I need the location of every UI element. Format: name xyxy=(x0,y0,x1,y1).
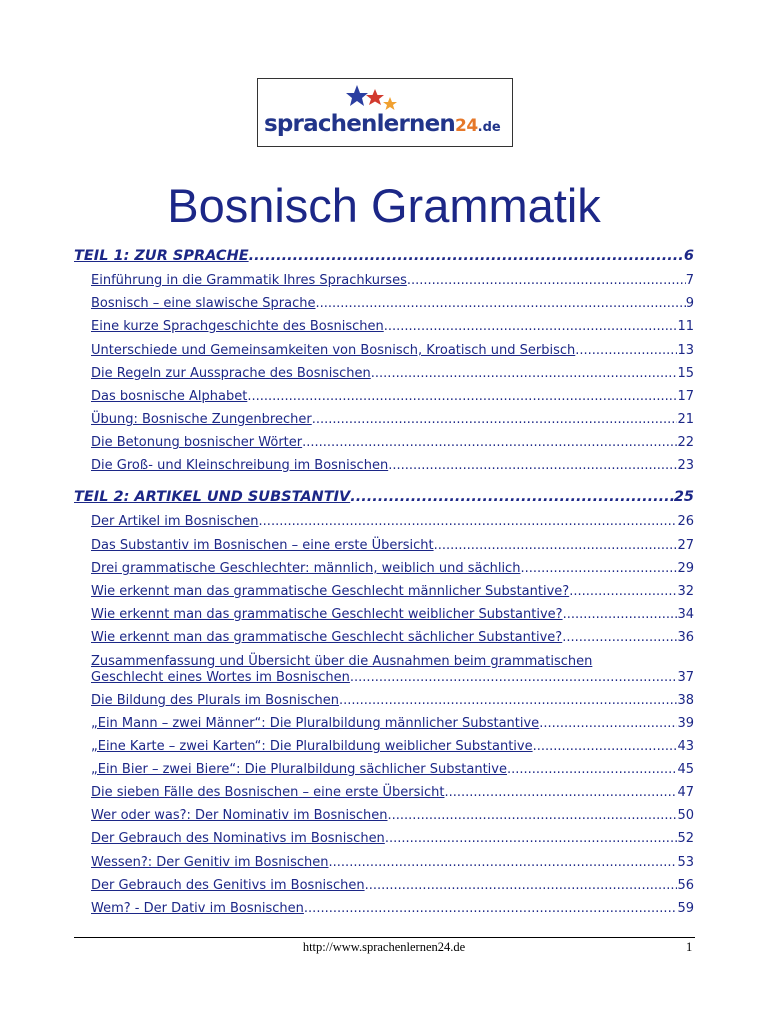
toc-entry-title: „Ein Mann – zwei Männer“: Die Pluralbildung männlicher Substantive xyxy=(91,716,540,731)
toc-leader-dots xyxy=(259,514,678,529)
toc-entry-title: Der Artikel im Bosnischen xyxy=(91,514,259,529)
toc-entry-page: 52 xyxy=(677,831,694,846)
toc-leader-dots xyxy=(350,489,674,505)
toc-entry-title: Wessen?: Der Genitiv im Bosnischen xyxy=(91,855,329,870)
toc-entry-title: Wie erkennt man das grammatische Geschlecht sächlicher Substantive? xyxy=(91,630,563,645)
toc-entry[interactable]: Zusammenfassung und Übersicht über die Ausnahmen beim grammatischen Geschlecht eines Wortes im Bosnischen ..... 37 xyxy=(91,654,694,686)
toc-part-2[interactable] xyxy=(74,489,694,505)
toc-entry-page: 9 xyxy=(685,296,694,311)
toc-entry-page: 47 xyxy=(677,785,694,800)
toc-entry[interactable] xyxy=(91,584,694,599)
toc-entry-page: 22 xyxy=(677,435,694,450)
toc-entry-title: Die Betonung bosnischer Wörter xyxy=(91,435,303,450)
toc-entry[interactable] xyxy=(91,785,694,800)
toc-entry-title: Wer oder was?: Der Nominativ im Bosnischen xyxy=(91,808,388,823)
toc-entry[interactable] xyxy=(91,693,694,708)
toc-entry-page: 23 xyxy=(677,458,694,473)
toc-entry-title: Die Groß- und Kleinschreibung im Bosnischen xyxy=(91,458,389,473)
toc-entry-page: 39 xyxy=(677,716,694,731)
toc-entry[interactable] xyxy=(91,389,694,404)
toc-entry-title: Das Substantiv im Bosnischen – eine erste Übersicht xyxy=(91,538,434,553)
toc-entry-title: TEIL 1: ZUR SPRACHE xyxy=(74,248,249,264)
toc-leader-dots xyxy=(407,273,686,288)
toc-entry-title: Wie erkennt man das grammatische Geschlecht männlicher Substantive? xyxy=(91,584,570,599)
toc-entry[interactable] xyxy=(91,607,694,622)
page-number: 1 xyxy=(686,940,693,954)
toc-leader-dots xyxy=(569,584,677,599)
toc-entry-page: 37 xyxy=(677,670,694,685)
toc-entry-page: 38 xyxy=(677,693,694,708)
toc-entry[interactable] xyxy=(91,831,694,846)
toc-entry[interactable] xyxy=(91,538,694,553)
toc-entry[interactable] xyxy=(91,901,694,916)
toc-entry-page: 15 xyxy=(677,366,694,381)
toc-leader-dots xyxy=(365,878,678,893)
toc-entry-page: 29 xyxy=(677,561,694,576)
toc-entry-title: Eine kurze Sprachgeschichte des Bosnischen xyxy=(91,319,384,334)
toc-entry-page: 43 xyxy=(677,739,694,754)
toc-leader-dots xyxy=(562,630,677,645)
toc-entry-page: 59 xyxy=(677,901,694,916)
toc-entry-page: 13 xyxy=(677,343,694,358)
toc-leader-dots xyxy=(539,716,677,731)
toc-entry-title: Die Bildung des Plurals im Bosnischen xyxy=(91,693,339,708)
toc-entry-page: 21 xyxy=(677,412,694,427)
toc-entry[interactable] xyxy=(91,739,694,754)
toc-entry-title: „Ein Bier – zwei Biere“: Die Pluralbildung sächlicher Substantive xyxy=(91,762,507,777)
toc-entry-page: 6 xyxy=(683,248,694,264)
toc-entry[interactable] xyxy=(91,366,694,381)
toc-entry-page: 17 xyxy=(677,389,694,404)
toc-entry[interactable] xyxy=(91,878,694,893)
toc-leader-dots xyxy=(312,412,678,427)
toc-leader-dots xyxy=(249,248,684,264)
sprachenlernen24-logo xyxy=(257,78,513,147)
toc-entry-title: Wie erkennt man das grammatische Geschlecht weiblicher Substantive? xyxy=(91,607,563,622)
toc-entry-page: 11 xyxy=(677,319,694,334)
toc-leader-dots xyxy=(339,693,677,708)
toc-entry[interactable] xyxy=(91,319,694,334)
toc-entry[interactable] xyxy=(91,412,694,427)
toc-leader-dots xyxy=(302,435,677,450)
footer-divider xyxy=(74,937,695,938)
toc-leader-dots xyxy=(350,670,678,686)
toc-entry[interactable] xyxy=(91,296,694,311)
toc-entry-page: 36 xyxy=(677,630,694,645)
toc-entry-title: Der Gebrauch des Nominativs im Bosnischen xyxy=(91,831,385,846)
footer-url[interactable]: http://www.sprachenlernen24.de xyxy=(302,940,466,954)
toc-leader-dots xyxy=(316,296,686,311)
toc-entry[interactable] xyxy=(91,435,694,450)
toc-part-1[interactable] xyxy=(74,248,694,264)
toc-leader-dots xyxy=(329,855,678,870)
toc-entry[interactable] xyxy=(91,808,694,823)
toc-leader-dots xyxy=(247,389,677,404)
toc-entry-title: Bosnisch – eine slawische Sprache xyxy=(91,296,316,311)
toc-entry[interactable] xyxy=(91,630,694,645)
toc-entry-title: Einführung in die Grammatik Ihres Sprachkurses xyxy=(91,273,407,288)
toc-entry-title: Die Regeln zur Aussprache des Bosnischen xyxy=(91,366,371,381)
toc-entry-page: 25 xyxy=(673,489,694,505)
toc-leader-dots xyxy=(533,739,678,754)
toc-entry-title: Das bosnische Alphabet xyxy=(91,389,248,404)
toc-leader-dots xyxy=(304,901,678,916)
toc-entry[interactable] xyxy=(91,343,694,358)
toc-leader-dots xyxy=(563,607,678,622)
toc-leader-dots xyxy=(575,343,677,358)
toc-entry-page: 27 xyxy=(677,538,694,553)
toc-leader-dots xyxy=(388,458,677,473)
toc-leader-dots xyxy=(371,366,678,381)
toc-leader-dots xyxy=(384,319,678,334)
toc-entry-page: 45 xyxy=(677,762,694,777)
toc-entry-title: Der Gebrauch des Genitivs im Bosnischen xyxy=(91,878,365,893)
toc-leader-dots xyxy=(434,538,678,553)
toc-entry-page: 26 xyxy=(677,514,694,529)
toc-entry-title: Übung: Bosnische Zungenbrecher xyxy=(91,412,312,427)
toc-entry[interactable] xyxy=(91,561,694,576)
toc-entry-page: 50 xyxy=(677,808,694,823)
toc-entry[interactable] xyxy=(91,716,694,731)
toc-entry-title: „Eine Karte – zwei Karten“: Die Pluralbildung weiblicher Substantive xyxy=(91,739,533,754)
toc-entry-page: 32 xyxy=(677,584,694,599)
toc-entry[interactable] xyxy=(91,762,694,777)
toc-entry-title: Geschlecht eines Wortes im Bosnischen xyxy=(91,670,350,685)
toc-entry-title: Wem? - Der Dativ im Bosnischen xyxy=(91,901,304,916)
toc-entry-title: TEIL 2: ARTIKEL UND SUBSTANTIV xyxy=(74,489,351,505)
toc-entry-title: Unterschiede und Gemeinsamkeiten von Bosnisch, Kroatisch und Serbisch xyxy=(91,343,576,358)
toc-leader-dots xyxy=(388,808,678,823)
toc-leader-dots xyxy=(520,561,677,576)
toc-entry[interactable] xyxy=(91,514,694,529)
stars-icon xyxy=(343,83,403,113)
toc-entry[interactable] xyxy=(91,458,694,473)
toc-leader-dots xyxy=(507,762,677,777)
toc-entry[interactable] xyxy=(91,273,694,288)
toc-entry-page: 53 xyxy=(677,855,694,870)
toc-entry[interactable] xyxy=(91,855,694,870)
toc-entry-page: 56 xyxy=(677,878,694,893)
toc-leader-dots xyxy=(444,785,677,800)
toc-entry-title: Drei grammatische Geschlechter: männlich, weiblich und sächlich xyxy=(91,561,521,576)
logo-wordmark: sprachenlernen24.de xyxy=(264,111,501,137)
toc-entry-page: 7 xyxy=(685,273,694,288)
document-title: Bosnisch Grammatik xyxy=(167,179,601,232)
toc-entry-title: Die sieben Fälle des Bosnischen – eine erste Übersicht xyxy=(91,785,445,800)
toc-entry-page: 34 xyxy=(677,607,694,622)
toc-leader-dots xyxy=(385,831,678,846)
